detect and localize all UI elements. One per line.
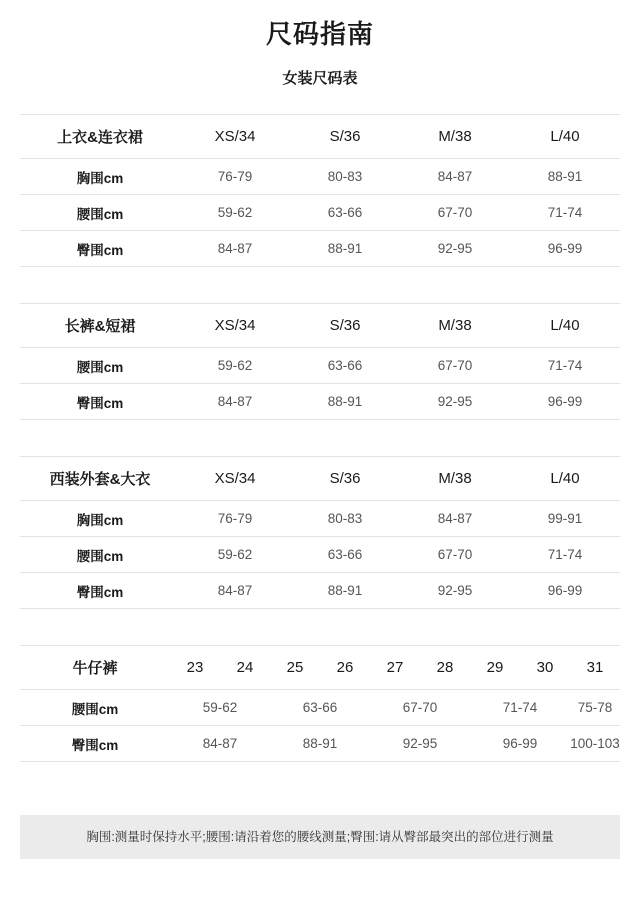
measure-value: 84-87 [180, 231, 290, 267]
table-header-row [20, 115, 620, 159]
measure-value: 80-83 [290, 159, 400, 195]
measure-value: 59-62 [180, 348, 290, 384]
table-row [20, 384, 620, 420]
measure-value: 88-91 [290, 384, 400, 420]
measure-label: 胸围cm [20, 159, 180, 195]
size-header-cell: 29 [470, 646, 520, 690]
measure-label: 臀围cm [20, 231, 180, 267]
measure-value: 92-95 [400, 231, 510, 267]
measure-label: 腰围cm [20, 195, 180, 231]
table-row [20, 159, 620, 195]
table-row [20, 573, 620, 609]
measure-value: 84-87 [170, 726, 270, 762]
table-row [20, 537, 620, 573]
measure-value: 96-99 [470, 726, 570, 762]
measure-label: 臀围cm [20, 384, 180, 420]
size-header-cell: S/36 [290, 304, 400, 348]
measure-value: 84-87 [400, 501, 510, 537]
size-header-cell: 27 [370, 646, 420, 690]
measure-value: 67-70 [400, 537, 510, 573]
measure-value: 76-79 [180, 501, 290, 537]
page-subtitle: 女装尺码表 [282, 70, 358, 87]
table-category-label: 长裤&短裙 [20, 304, 180, 348]
measure-value: 88-91 [290, 231, 400, 267]
measure-value: 71-74 [510, 348, 620, 384]
size-header-cell: XS/34 [180, 457, 290, 501]
measure-value: 92-95 [400, 573, 510, 609]
measure-value: 96-99 [510, 384, 620, 420]
page-title: 尺码指南 [265, 19, 374, 49]
table-row [20, 231, 620, 267]
measure-value: 96-99 [510, 231, 620, 267]
size-header-cell: S/36 [290, 115, 400, 159]
measure-value: 63-66 [290, 537, 400, 573]
size-header-cell: M/38 [400, 304, 510, 348]
measure-value: 75-78 [570, 690, 620, 726]
measure-value: 96-99 [510, 573, 620, 609]
table-category-label: 西装外套&大衣 [20, 457, 180, 501]
size-header-cell: 24 [220, 646, 270, 690]
measure-label: 胸围cm [20, 501, 180, 537]
table-header-row [20, 457, 620, 501]
measure-value: 67-70 [400, 348, 510, 384]
table-row [20, 690, 620, 726]
size-header-cell: S/36 [290, 457, 400, 501]
measure-value: 63-66 [290, 348, 400, 384]
measure-value: 67-70 [370, 690, 470, 726]
size-header-cell: 30 [520, 646, 570, 690]
measure-value: 84-87 [180, 384, 290, 420]
size-header-cell: M/38 [400, 115, 510, 159]
measure-value: 71-74 [510, 537, 620, 573]
measure-value: 59-62 [180, 537, 290, 573]
size-header-cell: 31 [570, 646, 620, 690]
measure-value: 88-91 [290, 573, 400, 609]
size-header-cell: XS/34 [180, 304, 290, 348]
measure-label: 腰围cm [20, 537, 180, 573]
measure-value: 92-95 [370, 726, 470, 762]
size-header-cell: M/38 [400, 457, 510, 501]
measure-value: 88-91 [270, 726, 370, 762]
measure-value: 84-87 [400, 159, 510, 195]
size-table-jeans [20, 645, 620, 762]
table-header-row [20, 304, 620, 348]
size-header-cell: XS/34 [180, 115, 290, 159]
measure-value: 76-79 [180, 159, 290, 195]
table-header-row [20, 646, 620, 690]
measure-value: 71-74 [510, 195, 620, 231]
size-header-cell: 28 [420, 646, 470, 690]
measure-label: 腰围cm [20, 348, 180, 384]
table-row [20, 726, 620, 762]
measure-value: 59-62 [170, 690, 270, 726]
size-table-pants-skirts [20, 303, 620, 420]
size-header-cell: L/40 [510, 457, 620, 501]
size-table-suits-coats [20, 456, 620, 609]
size-tables [0, 114, 640, 762]
table-row [20, 348, 620, 384]
measure-label: 臀围cm [20, 726, 170, 762]
size-table-tops-dresses [20, 114, 620, 267]
size-header-cell: L/40 [510, 115, 620, 159]
table-row [20, 195, 620, 231]
measure-value: 63-66 [290, 195, 400, 231]
size-header-cell: 23 [170, 646, 220, 690]
measure-label: 臀围cm [20, 573, 180, 609]
measure-value: 80-83 [290, 501, 400, 537]
table-row [20, 501, 620, 537]
table-category-label: 上衣&连衣裙 [20, 115, 180, 159]
measure-value: 88-91 [510, 159, 620, 195]
measure-value: 67-70 [400, 195, 510, 231]
measure-value: 71-74 [470, 690, 570, 726]
measure-value: 92-95 [400, 384, 510, 420]
measure-value: 63-66 [270, 690, 370, 726]
measure-value: 100-103 [570, 726, 620, 762]
table-category-label: 牛仔裤 [20, 646, 170, 690]
size-header-cell: L/40 [510, 304, 620, 348]
size-header-cell: 26 [320, 646, 370, 690]
size-header-cell: 25 [270, 646, 320, 690]
measure-value: 99-91 [510, 501, 620, 537]
measure-value: 84-87 [180, 573, 290, 609]
measure-value: 59-62 [180, 195, 290, 231]
measure-label: 腰围cm [20, 690, 170, 726]
measurement-note: 胸围:测量时保持水平;腰围:请沿着您的腰线测量;臀围:请从臀部最突出的部位进行测量 [20, 815, 620, 859]
